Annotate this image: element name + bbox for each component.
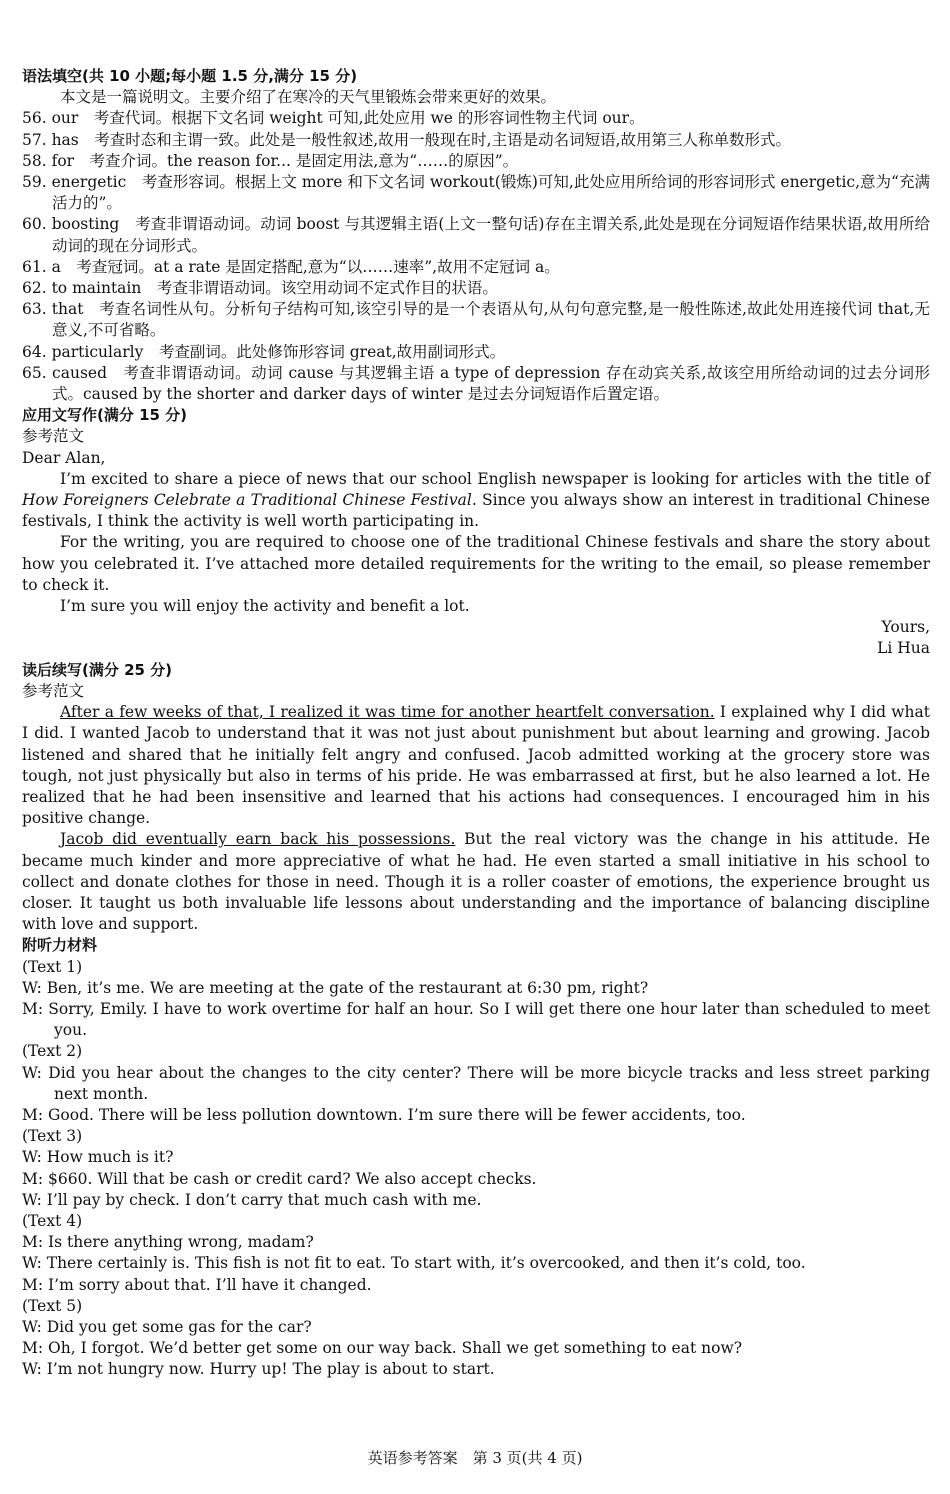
letter-closing: Yours, <box>881 618 930 637</box>
dialog-line: W: Did you hear about the changes to the city center? There will be more bicycle tracks and less street parking next month. <box>22 1063 930 1103</box>
letter-paragraph-1 <box>22 469 930 533</box>
text-label: (Text 4) <box>22 1211 83 1230</box>
grammar-item: 62. to maintain 考查非谓语动词。该空用动词不定式作目的状语。 <box>22 279 498 298</box>
dialog-line: W: How much is it? <box>22 1148 174 1167</box>
writing-heading: 应用文写作(满分 15 分) <box>22 406 188 425</box>
text-label: (Text 1) <box>22 957 83 976</box>
text-label: (Text 5) <box>22 1296 83 1315</box>
grammar-item: 56. our 考查代词。根据下文名词 weight 可知,此处应用 we 的形容词性物主代词 our。 <box>22 109 645 128</box>
listening-section <box>22 935 930 1380</box>
letter-paragraph-3: I’m sure you will enjoy the activity and benefit a lot. <box>60 597 470 616</box>
article-title: How Foreigners Celebrate a Traditional Chinese Festival <box>22 491 472 510</box>
continuation-section <box>22 660 930 936</box>
text-label: (Text 3) <box>22 1127 83 1146</box>
dialog-line: M: Is there anything wrong, madam? <box>22 1233 314 1252</box>
continuation-heading: 读后续写(满分 25 分) <box>22 660 173 679</box>
dialog-line: W: Ben, it’s me. We are meeting at the gate of the restaurant at 6:30 pm, right? <box>22 978 649 997</box>
grammar-item: 63. that 考查名词性从句。分析句子结构可知,该空引导的是一个表语从句,从句句意完整,是一般性陈述,故此处用连接代词 that,无意义,不可省略。 <box>22 300 930 340</box>
letter-signature: Li Hua <box>877 639 930 658</box>
dialog-line: M: I’m sorry about that. I’ll have it changed. <box>22 1275 372 1294</box>
continuation-sample-label: 参考范文 <box>22 681 85 700</box>
page-footer: 英语参考答案 第 3 页(共 4 页) <box>367 1449 583 1467</box>
given-lead-sentence-1: After a few weeks of that, I realized it was time for another heartfelt conversation. <box>60 703 715 722</box>
writing-sample-label: 参考范文 <box>22 427 85 446</box>
dialog-line: W: There certainly is. This fish is not fit to eat. To start with, it’s overcooked, and then it’s cold, too. <box>22 1254 806 1273</box>
dialog-line: W: Did you get some gas for the car? <box>22 1317 312 1336</box>
dialog-line: W: I’m not hungry now. Hurry up! The play is about to start. <box>22 1360 495 1379</box>
grammar-item: 64. particularly 考查副词。此处修饰形容词 great,故用副词形式。 <box>22 342 506 361</box>
dialog-line: M: Good. There will be less pollution downtown. I’m sure there will be fewer accidents, too. <box>22 1105 746 1124</box>
grammar-section <box>22 66 930 405</box>
continuation-p1-body: I explained why I did what I did. I wanted Jacob to understand that it was not just about punishment but about learning and growing. Jacob listened and shared that he initially felt angry and confused. Jacob admitted working at the grocery store was tough, not just physically but also in terms of his pride. He was embarrassed at first, but he also learned a lot. He realized that he had been insensitive and learned that his actions had consequences. I encouraged him in his positive change. <box>22 703 930 828</box>
dialog-line: W: I’ll pay by check. I don’t carry that much cash with me. <box>22 1190 482 1209</box>
letter-salutation: Dear Alan, <box>22 448 106 467</box>
grammar-item: 61. a 考查冠词。at a rate 是固定搭配,意为“以……速率”,故用不定冠词 a。 <box>22 257 560 276</box>
continuation-paragraph-1 <box>22 702 930 829</box>
letter-paragraph-2: For the writing, you are required to choose one of the traditional Chinese festivals and share the story about how you celebrated it. I’ve attached more detailed requirements for the writing to the email, so please remember to check it. <box>22 533 930 594</box>
dialog-line: M: Oh, I forgot. We’d better get some on our way back. Shall we get something to eat now? <box>22 1339 743 1358</box>
grammar-intro: 本文是一篇说明文。主要介绍了在寒冷的天气里锻炼会带来更好的效果。 <box>60 88 557 107</box>
dialog-line: M: Sorry, Emily. I have to work overtime for half an hour. So I will get there one hour later than scheduled to meet you. <box>22 999 930 1040</box>
grammar-item: 65. caused 考查非谓语动词。动词 cause 与其逻辑主语 a type of depression 存在动宾关系,故该空用所给动词的过去分词形式。caused by the shorter and darker days of winter 是过去分词短语作后置定语。 <box>22 363 930 404</box>
letter-p1-start: I’m excited to share a piece of news that our school English newspaper is looking for articles with the title of <box>60 469 930 488</box>
dialog-line: M: $660. Will that be cash or credit card? We also accept checks. <box>22 1169 537 1188</box>
writing-section <box>22 405 930 659</box>
letter-p1-end: . Since you always show an interest in traditional Chinese festivals, I think the activity is well worth participating in. <box>22 491 930 531</box>
continuation-paragraph-2 <box>22 829 930 935</box>
grammar-item: 59. energetic 考查形容词。根据上文 more 和下文名词 workout(锻炼)可知,此处应用所给词的形容词形式 energetic,意为“充满活力的”。 <box>22 173 930 213</box>
continuation-p2-body: But the real victory was the change in his attitude. He became much kinder and more appreciative of what he had. He even started a small initiative in his school to collect and donate clothes for those in need. Though it is a roller coaster of emotions, the experience brought us closer. It taught us both invaluable life lessons about understanding and the importance of balancing discipline with love and support. <box>22 830 931 934</box>
listening-heading: 附听力材料 <box>22 936 98 955</box>
grammar-heading: 语法填空(共 10 小题;每小题 1.5 分,满分 15 分) <box>22 67 358 85</box>
grammar-item: 58. for 考查介词。the reason for... 是固定用法,意为“……的原因”。 <box>22 151 519 170</box>
given-lead-sentence-2: Jacob did eventually earn back his possessions. <box>60 830 456 849</box>
grammar-item: 57. has 考查时态和主谓一致。此处是一般性叙述,故用一般现在时,主语是动名词短语,故用第三人称单数形式。 <box>22 130 792 149</box>
text-label: (Text 2) <box>22 1042 83 1061</box>
grammar-item: 60. boosting 考查非谓语动词。动词 boost 与其逻辑主语(上文一整句话)存在主谓关系,此处是现在分词短语作结果状语,故用所给动词的现在分词形式。 <box>22 215 930 255</box>
